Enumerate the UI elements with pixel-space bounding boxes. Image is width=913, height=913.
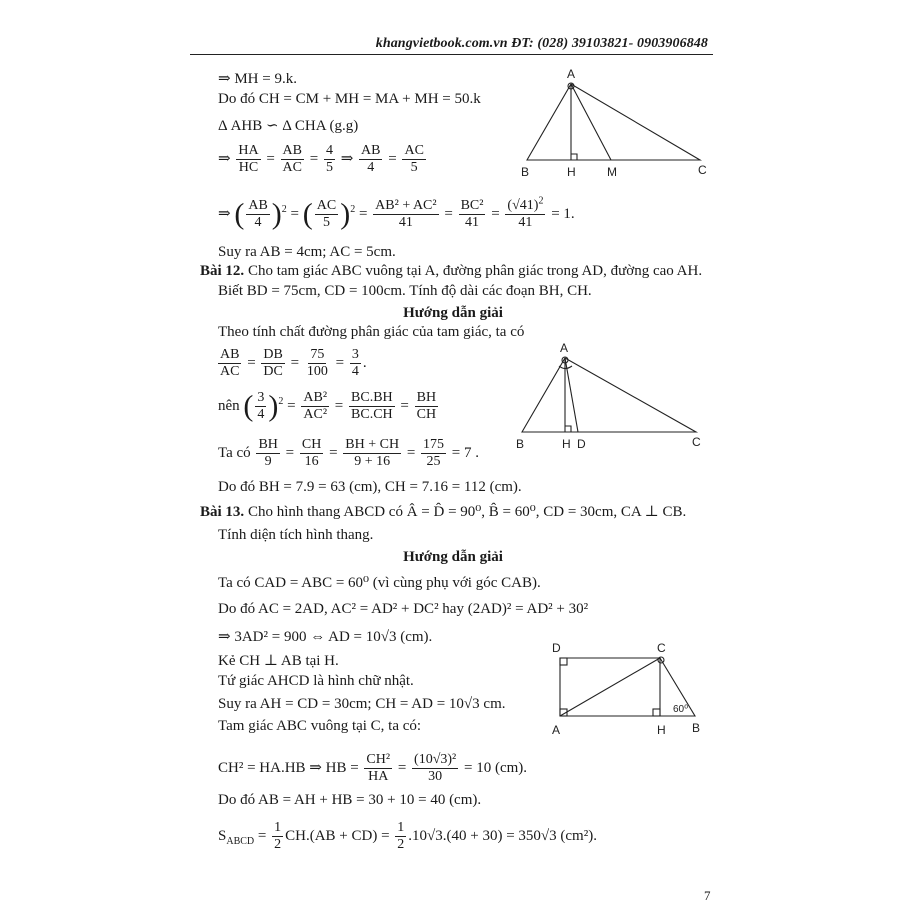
label-d: D [552, 641, 561, 655]
label-c: C [698, 163, 707, 177]
fraction: $\frac{BH}{CH}$ [416, 390, 437, 422]
fraction: $\frac{\text{(10√3)²}}{30}$ [414, 752, 457, 784]
label-b: B [521, 165, 530, 179]
header-rule [190, 54, 713, 55]
s12-guide-heading: Hướng dẫn giải [403, 305, 503, 321]
s11-line2: Do đó CH = CM + MH = MA + MH = 50.k [218, 91, 481, 107]
triangle-figure-1 [515, 64, 715, 180]
fraction: $\frac{AB}{AC}$ [282, 143, 302, 175]
right-angle-mark-h [653, 709, 660, 716]
label-a: A [560, 341, 569, 355]
fraction: $\frac{4}{5}$ [325, 143, 333, 175]
implies-symbol: ⇒ [218, 150, 231, 167]
s13-problem-line1: Bài 13. Cho hình thang ABCD có Â = D̂ = 90⁰, B̂ = 60⁰, CD = 30cm, CA ⊥ CB. [200, 504, 687, 520]
problem-title: Bài 13. [200, 504, 245, 520]
label-a: A [552, 723, 561, 737]
label-b: B [692, 721, 701, 735]
s11-line6: Suy ra AB = 4cm; AC = 5cm. [218, 244, 396, 260]
s12-line2: $\frac{AB}{AC}$ = $\frac{DB}{DC}$ = $\frac{75}{100}$ = $\frac{3}{4}$ . [220, 347, 367, 379]
page-number: 7 [704, 888, 711, 903]
s13-line5: Tứ giác AHCD là hình chữ nhật. [218, 673, 414, 689]
fraction: $\frac{HA}{HC}$ [238, 143, 259, 175]
triangle-abc [527, 84, 700, 160]
label-angle-60: 60⁰ [673, 704, 689, 715]
right-angle-mark [571, 154, 577, 160]
s13-line7: Tam giác ABC vuông tại C, ta có: [218, 718, 422, 734]
s13-line8: CH² = HA.HB ⇒ HB = $\frac{\text{CH²}}{HA}$ = $\frac{\text{(10√3)²}}{30}$ = 10 (cm). [218, 752, 528, 784]
fraction: $\frac{\text{CH²}}{HA}$ [366, 752, 391, 784]
fraction: $\frac{CH}{16}$ [301, 437, 322, 469]
fraction: $\frac{BH}{9}$ [258, 437, 278, 469]
triangle-figure-2 [510, 338, 710, 454]
label-a: A [567, 67, 576, 81]
fraction: $\frac{DB}{DC}$ [263, 347, 283, 379]
s12-line5: Do đó BH = 7.9 = 63 (cm), CH = 7.16 = 112 (cm). [218, 479, 522, 495]
fraction: $\frac{AB}{AC}$ [220, 347, 240, 379]
fraction: $\frac{\text{AB²}}{\text{AC²}}$ [303, 390, 328, 422]
label-h: H [567, 165, 576, 179]
s11-line5: ⇒ ( $\frac{AB}{4}$ )$^2$ = ( $\frac{AC}{5}$ )$^2$ = $\frac{\text{AB² + AC²}}{41}$ = $\frac{\text{BC²}}{41}$ = $\frac{(√41)^2}{41}$ = 1. [218, 195, 575, 231]
label-m: M [607, 165, 617, 179]
s11-line1: ⇒ MH = 9.k. [218, 71, 297, 87]
implies-symbol: ⇒ [340, 150, 354, 167]
s13-line1: Ta có CAD = ABC = 60⁰ (vì cùng phụ với góc CAB). [218, 575, 541, 591]
s11-line4: ⇒ $\frac{HA}{HC}$ = $\frac{AB}{AC}$ = $\frac{4}{5}$ ⇒ $\frac{AB}{4}$ = $\frac{AC}{5}$ [218, 143, 424, 175]
s13-line6: Suy ra AH = CD = 30cm; CH = AD = 10√3 cm. [218, 696, 506, 712]
s13-line3: ⇒ 3AD² = 900 ⇔ AD = 10√3 (cm). [218, 629, 433, 645]
label-c: C [692, 435, 701, 449]
s13-line2: Do đó AC = 2AD, AC² = AD² + DC² hay (2AD)² = AD² + 30² [218, 601, 589, 617]
triangle-abc [522, 358, 696, 432]
label-d: D [577, 437, 586, 451]
label-c: C [657, 641, 666, 655]
fraction: $\frac{1}{2}$ [274, 820, 282, 852]
fraction: $\frac{3}{4}$ [351, 347, 359, 379]
fraction: $\frac{AB}{4}$ [248, 198, 268, 230]
header-site: khangvietbook.com.vn [375, 36, 508, 51]
problem-title: Bài 12. [200, 263, 245, 279]
right-angle-mark-d [560, 658, 567, 665]
s12-line4: Ta có $\frac{BH}{9}$ = $\frac{CH}{16}$ = $\frac{BH + CH}{9 + 16}$ = $\frac{175}{25}$ = 7 . [218, 437, 480, 469]
page-header [0, 0, 913, 60]
fraction: $\frac{AC}{5}$ [316, 198, 337, 230]
label-h: H [562, 437, 571, 451]
label-h: H [657, 723, 666, 737]
s11-line3: Δ AHB ∽ Δ CHA (g.g) [218, 118, 359, 134]
header-text [376, 36, 708, 52]
fraction: $\frac{AB}{4}$ [361, 143, 381, 175]
s12-line1: Theo tính chất đường phân giác của tam giác, ta có [218, 324, 525, 340]
fraction: $\frac{\text{AB² + AC²}}{41}$ [375, 198, 437, 230]
header-phone: ĐT: (028) 39103821- 0903906848 [511, 36, 708, 51]
fraction: $\frac{BH + CH}{9 + 16}$ [345, 437, 400, 469]
s12-problem-line2: Biết BD = 75cm, CD = 100cm. Tính độ dài các đoạn BH, CH. [218, 283, 592, 299]
right-angle-mark [565, 426, 571, 432]
fraction: $\frac{AC}{5}$ [404, 143, 424, 175]
s13-guide-heading: Hướng dẫn giải [403, 549, 503, 565]
fraction: $\frac{3}{4}$ [257, 390, 265, 422]
fraction: $\frac{1}{2}$ [397, 820, 405, 852]
s13-line4: Kẻ CH ⊥ AB tại H. [218, 653, 339, 669]
fraction: $\frac{(√41)^2}{41}$ [507, 195, 544, 230]
s13-problem-line2: Tính diện tích hình thang. [218, 527, 374, 543]
s12-line3: nên ( $\frac{3}{4}$ )$^2$ = $\frac{\text{AB²}}{\text{AC²}}$ = $\frac{BC.BH}{BC.CH}$ = $\frac{BH}{CH}$ [218, 389, 437, 423]
fraction: $\frac{175}{25}$ [423, 437, 445, 469]
fraction: $\frac{75}{100}$ [306, 347, 328, 379]
s12-problem-line1: Bài 12. Cho tam giác ABC vuông tại A, đường phân giác trong AD, đường cao AH. [200, 263, 703, 279]
label-b: B [516, 437, 525, 451]
bisector-ad [565, 358, 578, 432]
fraction: $\frac{\text{BC²}}{41}$ [460, 198, 484, 230]
diagonal-ac [560, 658, 660, 716]
trapezoid-figure [540, 640, 715, 740]
s13-line9: Do đó AB = AH + HB = 30 + 10 = 40 (cm). [218, 792, 482, 808]
fraction: $\frac{BC.BH}{BC.CH}$ [351, 390, 393, 422]
s13-line10: $S_{ABCD}$ = $\frac{1}{2}$ CH.(AB + CD) = $\frac{1}{2}$ .10√3.(40 + 30) = 350√3 (cm²). [218, 820, 597, 852]
